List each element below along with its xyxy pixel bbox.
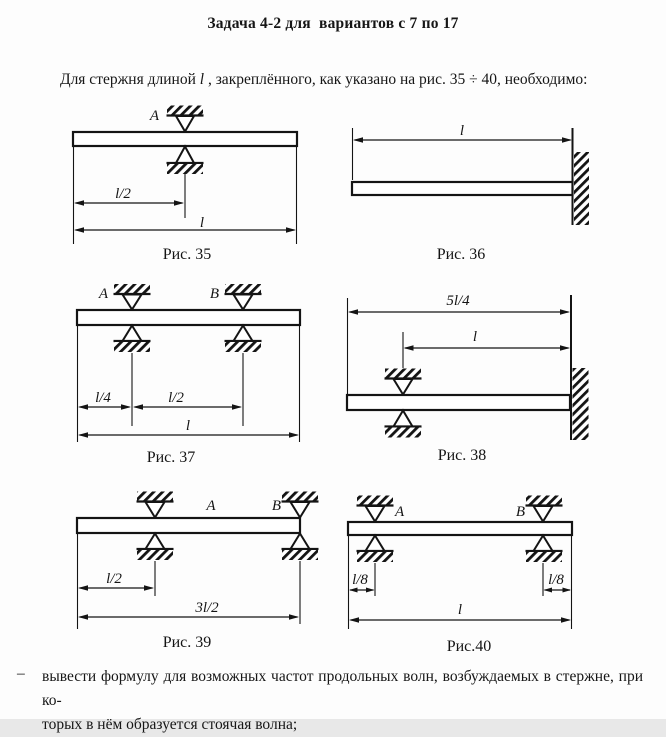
dim-label: l/8 xyxy=(548,572,564,588)
dim-label: l/2 xyxy=(168,390,184,406)
dimension-five-quarters xyxy=(348,293,570,315)
task-list xyxy=(17,665,649,737)
figure-36 xyxy=(340,95,660,270)
pin-support-top-b xyxy=(225,284,262,310)
dimension-l-half xyxy=(74,186,184,206)
dimension-l-eighth-left xyxy=(349,572,375,593)
dimension-l-half xyxy=(78,571,154,591)
bullet-dash: – xyxy=(17,665,25,682)
intro-length-symbol: l xyxy=(199,71,205,88)
task-text xyxy=(42,665,643,737)
dim-label: 5l/4 xyxy=(446,293,470,309)
rod xyxy=(77,518,300,533)
figure-38 xyxy=(340,280,660,478)
task-line-2: торых в нём образуется стоячая волна; xyxy=(42,716,298,733)
figure-caption: Рис. 38 xyxy=(437,447,487,464)
rod xyxy=(73,132,297,146)
figure-caption: Рис. 37 xyxy=(146,449,196,466)
dimension-l-full xyxy=(349,602,571,623)
dim-label: l xyxy=(457,602,463,618)
dimension-l-full xyxy=(353,123,572,143)
fixed-wall xyxy=(573,128,590,225)
pin-support-bottom-b xyxy=(225,326,262,353)
pin-support-bottom-b xyxy=(526,536,563,563)
dimension-l-full xyxy=(78,418,299,438)
dim-label: l/8 xyxy=(352,572,368,588)
dim-label: l/4 xyxy=(95,390,111,406)
support-label-b: B xyxy=(209,286,219,302)
figure-40 xyxy=(330,480,666,662)
figure-39 xyxy=(30,480,340,662)
fixed-wall xyxy=(571,295,589,440)
dimension-l-half xyxy=(133,390,242,410)
pin-support-top-b xyxy=(526,496,563,522)
support-label-b: B xyxy=(271,498,281,514)
dimension-three-halves xyxy=(78,600,299,620)
dim-label: l xyxy=(459,123,465,139)
task-line-1: вывести формулу для возможных частот продольных волн, возбуждаемых в стержне, при ко- xyxy=(42,668,643,709)
support-label-b: B xyxy=(515,504,525,520)
pin-support-bottom xyxy=(385,411,422,438)
dim-label: l xyxy=(185,418,191,434)
dim-label: l/2 xyxy=(106,571,122,587)
figure-caption: Рис. 35 xyxy=(162,246,212,263)
figure-35 xyxy=(30,95,340,270)
dimension-l-full xyxy=(404,329,571,351)
intro-post: , закреплённого, как указано на рис. 35 ÷ 40, необходимо: xyxy=(204,71,588,88)
dim-label: l xyxy=(472,329,478,345)
rod-label-a: A xyxy=(206,498,216,514)
pin-support-bottom-a xyxy=(137,534,174,561)
dimension-l-eighth-right xyxy=(544,572,572,593)
dim-label: l/2 xyxy=(115,186,131,202)
intro-pre: Для стержня длиной xyxy=(60,71,200,88)
figure-caption: Рис. 36 xyxy=(436,246,486,263)
pin-support-top-a xyxy=(114,284,151,310)
pin-support-top xyxy=(385,369,422,395)
pin-support-top-b xyxy=(282,492,319,518)
pin-support-bottom xyxy=(167,147,204,175)
pin-support-top-a xyxy=(137,492,174,518)
dim-label: 3l/2 xyxy=(195,600,219,616)
page-title: Задача 4-2 для вариантов с 7 по 17 xyxy=(207,15,459,32)
pin-support-bottom-b xyxy=(282,534,319,561)
rod xyxy=(77,310,300,325)
support-label-a: A xyxy=(98,286,108,302)
pin-support-top-a xyxy=(357,496,394,522)
figure-caption: Рис.40 xyxy=(446,638,492,655)
figure-37 xyxy=(30,280,340,478)
pin-support-bottom-a xyxy=(357,536,394,563)
support-label-a: A xyxy=(149,108,159,124)
support-label-a: A xyxy=(395,504,405,520)
pin-support-top xyxy=(167,106,204,132)
figure-caption: Рис. 39 xyxy=(162,634,212,651)
rod xyxy=(348,522,572,535)
rod xyxy=(347,395,570,410)
dim-label: l xyxy=(199,215,205,231)
pin-support-bottom-a xyxy=(114,326,151,353)
rod xyxy=(352,182,573,195)
intro-text xyxy=(60,71,587,89)
dimension-l-quarter xyxy=(78,390,131,410)
